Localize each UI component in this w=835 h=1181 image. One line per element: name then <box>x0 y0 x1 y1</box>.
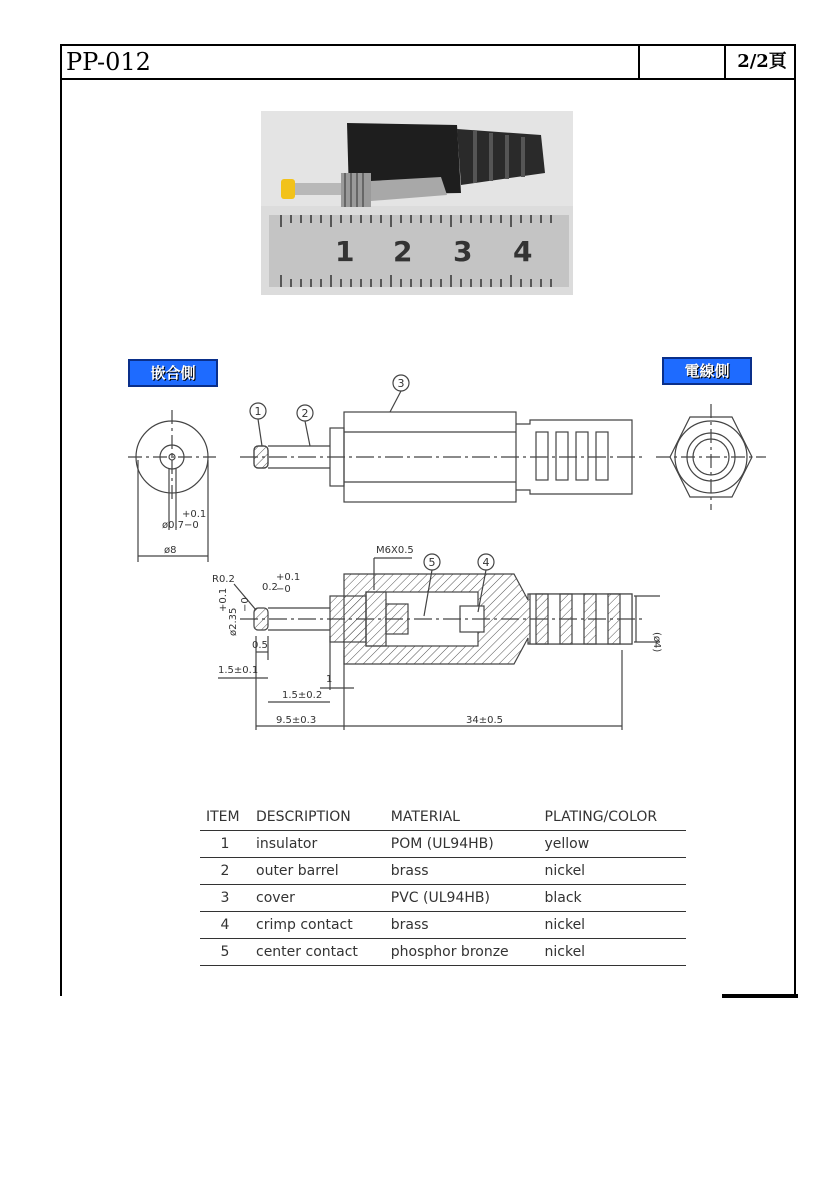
frame-corner-mark <box>722 994 798 998</box>
rear-view <box>656 404 766 510</box>
table-row <box>200 858 686 885</box>
dim-1: 1 <box>326 674 333 685</box>
plating-cell: nickel <box>539 912 687 939</box>
item-cell: 5 <box>200 939 250 966</box>
table-header-row <box>200 804 686 831</box>
hole-tolerance-minus: −0 <box>184 520 199 531</box>
cable-side-label: 電線側 <box>662 357 752 385</box>
callout-2: 2 <box>301 407 309 420</box>
ruler-mark: 1 <box>335 235 355 268</box>
pin-tolerance-minus: −0 <box>240 597 251 612</box>
callout-3: 3 <box>397 377 405 390</box>
dim-1-5-tol-0-1: 1.5±0.1 <box>218 665 259 676</box>
item-cell: 4 <box>200 912 250 939</box>
chamfer-dim: 0.2 <box>262 582 278 593</box>
ruler-mark: 4 <box>513 235 533 268</box>
item-cell: 2 <box>200 858 250 885</box>
outer-diameter: ø8 <box>164 545 177 556</box>
callout-5: 5 <box>428 556 436 569</box>
dim-34: 34±0.5 <box>466 715 504 726</box>
table-row <box>200 831 686 858</box>
material-cell: brass <box>385 858 539 885</box>
section-view <box>240 574 645 664</box>
ruler-mark: 2 <box>393 235 413 268</box>
plating-cell: black <box>539 885 687 912</box>
description-cell: crimp contact <box>250 912 385 939</box>
material-cell: PVC (UL94HB) <box>385 885 539 912</box>
table-row <box>200 885 686 912</box>
chamfer-tolerance-plus: +0.1 <box>276 572 301 583</box>
chamfer-tolerance-minus: −0 <box>276 584 291 595</box>
parts-table <box>200 804 686 966</box>
description-cell: center contact <box>250 939 385 966</box>
pin-tolerance-plus: +0.1 <box>218 587 229 612</box>
material-cell: phosphor bronze <box>385 939 539 966</box>
material-cell: POM (UL94HB) <box>385 831 539 858</box>
plating-cell: nickel <box>539 858 687 885</box>
callout-1: 1 <box>254 405 262 418</box>
plating-cell: nickel <box>539 939 687 966</box>
dia-4: (ø4) <box>651 632 662 653</box>
description-cell: cover <box>250 885 385 912</box>
radius-dim: R0.2 <box>212 574 235 585</box>
document-id: PP-012 <box>66 48 151 76</box>
table-row <box>200 939 686 966</box>
col-material: MATERIAL <box>385 804 539 831</box>
side-view <box>240 412 645 502</box>
col-description: DESCRIPTION <box>250 804 385 831</box>
pin-diameter: ø2.35 <box>228 607 239 636</box>
item-cell: 1 <box>200 831 250 858</box>
thread-spec: M6X0.5 <box>376 545 414 556</box>
col-plating: PLATING/COLOR <box>539 804 687 831</box>
hole-diameter: ø0.7 <box>162 520 185 531</box>
item-cell: 3 <box>200 885 250 912</box>
dim-1-5-tol-0-2: 1.5±0.2 <box>282 690 323 701</box>
page-number: 2/2頁 <box>724 46 798 78</box>
col-item: ITEM <box>200 804 250 831</box>
dim-0-5: 0.5 <box>252 640 268 651</box>
ruler-mark: 3 <box>453 235 473 268</box>
front-view <box>128 410 216 562</box>
hole-tolerance-plus: +0.1 <box>182 509 207 520</box>
dim-9-5: 9.5±0.3 <box>276 715 317 726</box>
plating-cell: yellow <box>539 831 687 858</box>
description-cell: outer barrel <box>250 858 385 885</box>
material-cell: brass <box>385 912 539 939</box>
callout-4: 4 <box>482 556 490 569</box>
description-cell: insulator <box>250 831 385 858</box>
table-row <box>200 912 686 939</box>
mating-side-label: 嵌合側 <box>128 359 218 387</box>
